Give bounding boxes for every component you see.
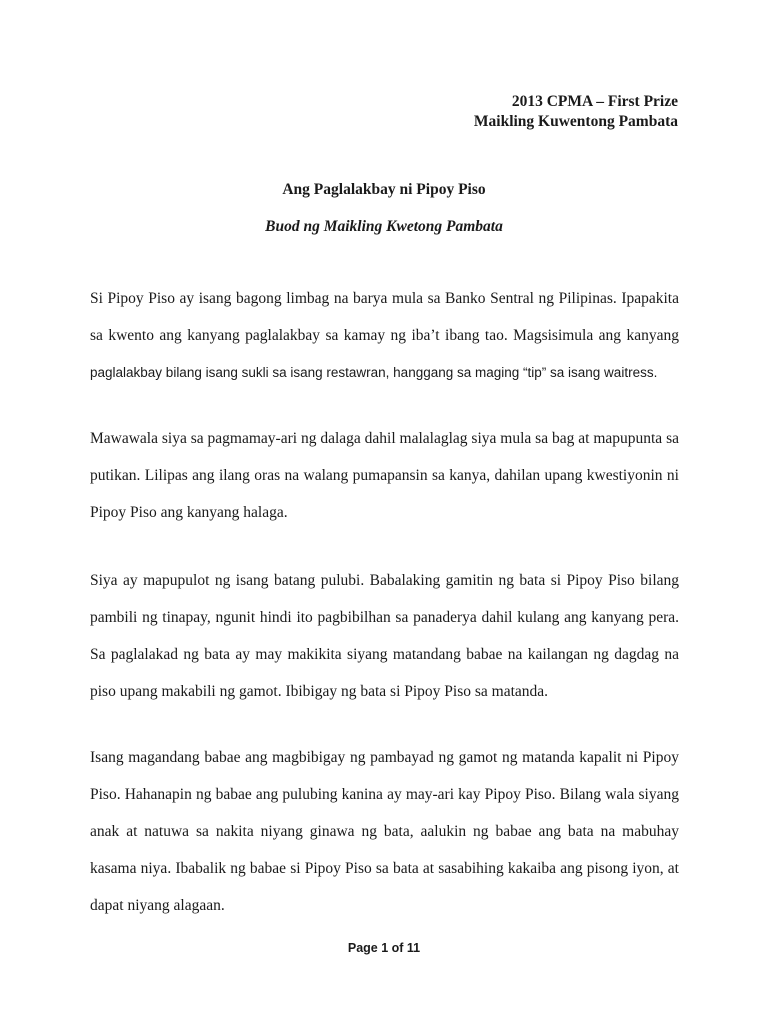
story-subtitle: Buod ng Maikling Kwetong Pambata [265,218,503,235]
paragraph-1-text: Si Pipoy Piso ay isang bagong limbag na barya mula sa Banko Sentral ng Pilipinas. Ipapakita sa kwento ang kanyang paglalakbay sa kamay ng iba’t ibang tao. Magsisimula ang kanyang [90,290,679,344]
paragraph-4: Isang magandang babae ang magbibigay ng pambayad ng gamot ng matanda kapalit ni Pipoy Piso. Hahanapin ng babae ang pulubing kanina ay may-ari kay Pipoy Piso. Bilang wala siyang anak at natuwa sa nakita niyang ginawa ng bata, aalukin ng babae ang bata na mabuhay kasama niya. Ibabalik ng babae si Pipoy Piso sa bata at sasabihing kakaiba ang pisong iyon, at dapat niyang alagaan. [90,749,679,914]
story-title: Ang Paglalakbay ni Pipoy Piso [282,181,486,198]
category-line: Maikling Kuwentong Pambata [473,113,678,130]
award-line: 2013 CPMA – First Prize [511,93,678,110]
document-header [474,92,678,132]
paragraph-1 [90,280,679,391]
paragraph-1-sans-text: paglalakbay bilang isang sukli sa isang restawran, hanggang sa maging “tip” sa isang waitress. [90,365,658,380]
paragraph-2: Mawawala siya sa pagmamay-ari ng dalaga dahil malalaglag siya mula sa bag at mapupunta sa putikan. Lilipas ang ilang oras na walang pumapansin sa kanya, dahilan upang kwestiyonin ni Pipoy Piso ang kanyang halaga. [90,430,679,521]
paragraph-3: Siya ay mapupulot ng isang batang pulubi. Babalaking gamitin ng bata si Pipoy Piso bilang pambili ng tinapay, ngunit hindi ito pagbibilhan sa panaderya dahil kulang ang kanyang pera. Sa paglalakad ng bata ay may makikita siyang matandang babae na kailangan ng dagdag na piso upang makabili ng gamot. Ibibigay ng bata si Pipoy Piso sa matanda. [90,572,679,700]
page-number: Page 1 of 11 [347,941,421,955]
